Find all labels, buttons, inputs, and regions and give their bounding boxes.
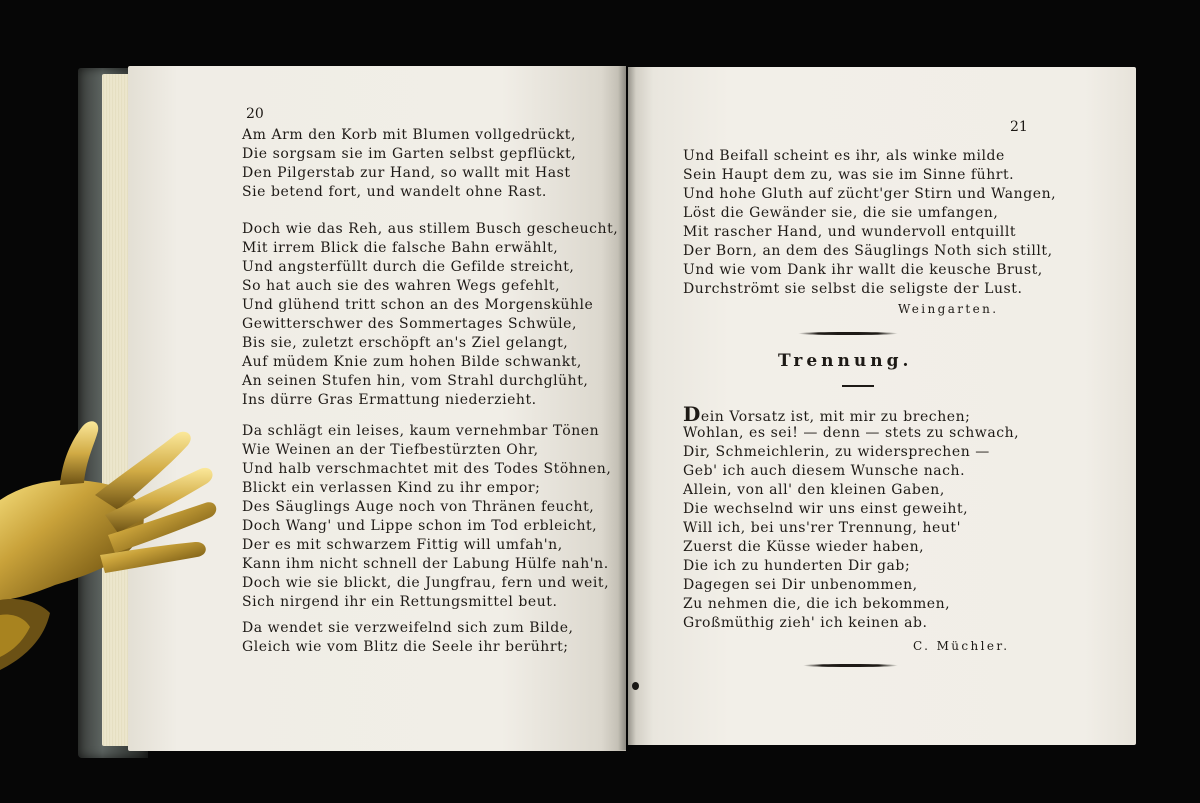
verse-line: Und halb verschmachtet mit des Todes Stöhnen, [242,461,612,477]
stanza-1 [242,126,576,202]
verse-line: Und glühend tritt schon an des Morgenskühle [242,297,594,313]
verse-line-rest: ein Vorsatz ist, mit mir zu brechen; [700,409,971,425]
verse-line: Die ich zu hunderten Dir gab; [683,558,911,574]
verse-line: Die sorgsam sie im Garten selbst gepflückt, [242,146,577,162]
verse-line: Wohlan, es sei! — denn — stets zu schwach, [683,425,1020,441]
verse-line: Dir, Schmeichlerin, zu widersprechen — [683,444,990,460]
verse-line: Am Arm den Korb mit Blumen vollgedrückt, [242,127,576,143]
poem-body [683,402,1020,633]
page-number-right: 21 [1010,119,1028,135]
poem-continuation [683,147,1056,299]
verse-line: Auf müdem Knie zum hohen Bilde schwankt, [242,354,582,370]
verse-line: Blickt ein verlassen Kind zu ihr empor; [242,480,541,496]
verse-line: Kann ihm nicht schnell der Labung Hülfe nah'n. [242,556,609,572]
right-page [628,67,1136,745]
verse-line: Gewitterschwer des Sommertages Schwüle, [242,316,578,332]
page-number-left: 20 [246,106,264,122]
verse-line: Da schlägt ein leises, kaum vernehmbar Tönen [242,423,600,439]
verse-line: Bis sie, zuletzt erschöpft an's Ziel gelangt, [242,335,569,351]
verse-line: Die wechselnd wir uns einst geweiht, [683,501,969,517]
verse-line: Mit rascher Hand, und wundervoll entquillt [683,224,1017,240]
verse-line: An seinen Stufen hin, vom Strahl durchglüht, [242,373,589,389]
author-signature: C. Müchler. [913,639,1010,653]
poem-title: Trennung. [778,351,913,371]
verse-line: Doch wie das Reh, aus stillem Busch gescheucht, [242,221,619,237]
verse-line: Des Säuglings Auge noch von Thränen feucht, [242,499,595,515]
stanza-2 [242,220,618,410]
verse-line: Löst die Gewänder sie, die sie umfangen, [683,205,999,221]
verse-line: Und hohe Gluth auf zücht'ger Stirn und Wangen, [683,186,1057,202]
stanza-4 [242,619,574,657]
verse-line: Doch Wang' und Lippe schon im Tod erbleicht, [242,518,598,534]
book-gutter-shadow [618,66,636,750]
verse-line: Will ich, bei uns'rer Trennung, heut' [683,520,962,536]
verse-line: Wie Weinen an der Tiefbestürzten Ohr, [242,442,539,458]
verse-line: So hat auch sie des wahren Wegs gefehlt, [242,278,561,294]
verse-line: Und wie vom Dank ihr wallt die keusche Brust, [683,262,1043,278]
verse-line: Allein, von all' den kleinen Gaben, [683,482,945,498]
verse-line: Zu nehmen die, die ich bekommen, [683,596,951,612]
drop-cap: D [683,402,701,426]
verse-line: Geb' ich auch diesem Wunsche nach. [683,463,966,479]
title-underline [842,385,874,387]
verse-line: Der Born, an dem des Säuglings Noth sich stillt, [683,243,1053,259]
brass-hand-page-holder [0,385,225,685]
verse-line: Den Pilgerstab zur Hand, so wallt mit Hast [242,165,571,181]
verse-line: Durchströmt sie selbst die seligste der Lust. [683,281,1023,297]
verse-line: Ins dürre Gras Ermattung niederzieht. [242,392,537,408]
verse-line: Der es mit schwarzem Fittig will umfah'n, [242,537,563,553]
verse-line: Doch wie sie blickt, die Jungfrau, fern und weit, [242,575,610,591]
verse-line: Da wendet sie verzweifelnd sich zum Bilde, [242,620,574,636]
separator-rule [798,332,898,335]
author-signature: Weingarten. [898,302,999,316]
verse-line: Gleich wie vom Blitz die Seele ihr berührt; [242,639,569,655]
verse-line: Und Beifall scheint es ihr, als winke milde [683,148,1005,164]
verse-line: Dagegen sei Dir unbenommen, [683,577,918,593]
verse-line: Mit irrem Blick die falsche Bahn erwählt, [242,240,559,256]
verse-line: Sein Haupt dem zu, was sie im Sinne führt. [683,167,1015,183]
verse-line-first [683,402,1019,426]
verse-line: Großmüthig zieh' ich keinen ab. [683,615,928,631]
stanza-3 [242,422,611,612]
verse-line: Und angsterfüllt durch die Gefilde streicht, [242,259,575,275]
verse-line: Zuerst die Küsse wieder haben, [683,539,925,555]
verse-line: Sie betend fort, und wandelt ohne Rast. [242,184,547,200]
verse-line: Sich nirgend ihr ein Rettungsmittel beut. [242,594,558,610]
separator-rule [803,664,898,667]
